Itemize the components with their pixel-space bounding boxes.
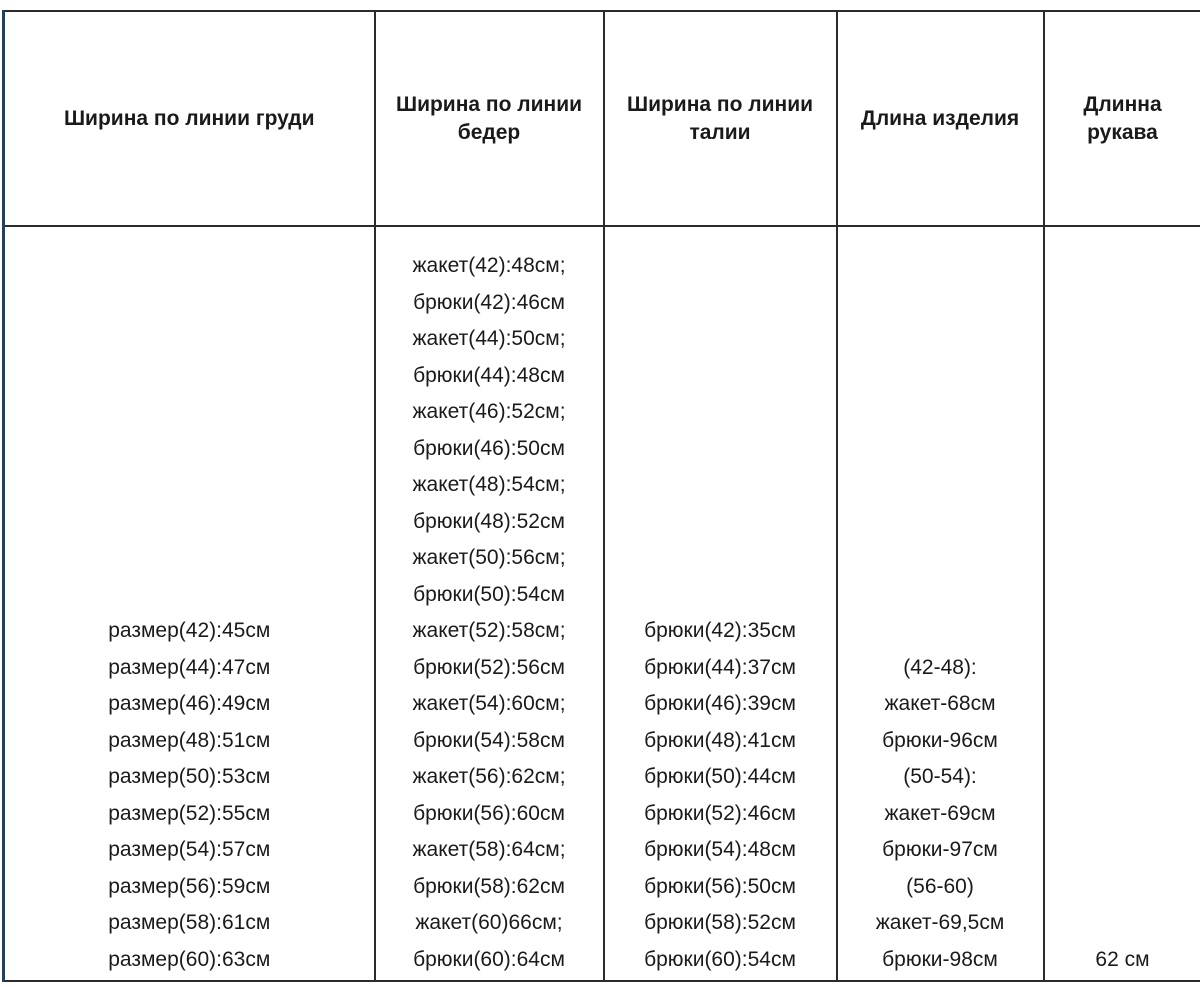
waist-width-cell	[604, 226, 837, 981]
waist-value: брюки(48):41см	[644, 728, 796, 752]
length-value: (50-54):	[903, 765, 977, 788]
waist-value: брюки(42):35см	[644, 619, 796, 642]
hip-value: жакет(58):64см;	[412, 838, 566, 861]
header-waist-width: Ширина по линии талии	[604, 11, 837, 226]
hip-value: брюки(52):56см	[413, 655, 565, 679]
hip-value: брюки(50):54см	[413, 582, 565, 606]
hip-value: жакет(52):58см;	[412, 619, 566, 642]
header-hip-width: Ширина по линии бедер	[375, 11, 604, 226]
length-value: (56-60)	[906, 874, 974, 898]
chest-value: размер(56):59см	[108, 874, 271, 898]
hip-value: жакет(42):48см;	[412, 254, 566, 277]
hip-value: жакет(44):50см;	[412, 327, 566, 350]
sleeve-value: 62 см	[1095, 947, 1150, 971]
header-sleeve-length: Длинна рукава	[1044, 11, 1200, 226]
hip-value: брюки(42):46см	[413, 290, 565, 314]
length-value: брюки-96см	[882, 728, 998, 752]
hip-value: жакет(56):62см;	[412, 765, 566, 788]
hip-value: жакет(48):54см;	[412, 473, 566, 496]
waist-value: брюки(54):48см	[644, 838, 796, 861]
chest-value: размер(58):61см	[108, 911, 271, 934]
hip-value: брюки(56):60см	[413, 801, 565, 825]
size-chart-table	[2, 10, 1200, 982]
length-value: жакет-69,5см	[875, 911, 1005, 934]
hip-value: брюки(58):62см	[413, 874, 565, 898]
values-row	[4, 226, 1200, 981]
chest-value: размер(46):49см	[108, 692, 271, 715]
waist-value: брюки(46):39см	[644, 692, 796, 715]
length-value: (42-48):	[903, 655, 977, 679]
length-value: жакет-69см	[884, 801, 996, 825]
hip-value: жакет(54):60см;	[412, 692, 566, 715]
chest-value: размер(42):45см	[108, 619, 271, 642]
length-value: брюки-97см	[882, 838, 998, 861]
length-value: брюки-98см	[882, 947, 998, 971]
hip-value: жакет(50):56см;	[412, 546, 566, 569]
length-value: жакет-68см	[884, 692, 996, 715]
waist-value: брюки(58):52см	[644, 911, 796, 934]
hip-value: брюки(46):50см	[413, 436, 565, 460]
hip-value: жакет(46):52см;	[412, 400, 566, 423]
hip-width-cell	[375, 226, 604, 981]
chest-value: размер(54):57см	[108, 838, 271, 861]
chest-value: размер(52):55см	[108, 801, 271, 825]
chest-value: размер(50):53см	[108, 765, 271, 788]
waist-value: брюки(60):54см	[644, 947, 796, 971]
waist-value: брюки(44):37см	[644, 655, 796, 679]
waist-value: брюки(56):50см	[644, 874, 796, 898]
waist-value: брюки(50):44см	[644, 765, 796, 788]
waist-value: брюки(52):46см	[644, 801, 796, 825]
hip-value: брюки(54):58см	[413, 728, 565, 752]
item-length-cell	[837, 226, 1044, 981]
header-chest-width: Ширина по линии груди	[4, 11, 375, 226]
sleeve-length-cell	[1044, 226, 1200, 981]
chest-value: размер(60):63см	[108, 947, 271, 971]
hip-value: брюки(60):64см	[413, 947, 565, 971]
hip-value: брюки(48):52см	[413, 509, 565, 533]
chest-value: размер(48):51см	[108, 728, 271, 752]
hip-value: брюки(44):48см	[413, 363, 565, 387]
hip-value: жакет(60)66см;	[415, 911, 563, 934]
header-item-length: Длина изделия	[837, 11, 1044, 226]
chest-value: размер(44):47см	[108, 655, 271, 679]
header-row	[4, 11, 1200, 226]
chest-width-cell	[4, 226, 375, 981]
